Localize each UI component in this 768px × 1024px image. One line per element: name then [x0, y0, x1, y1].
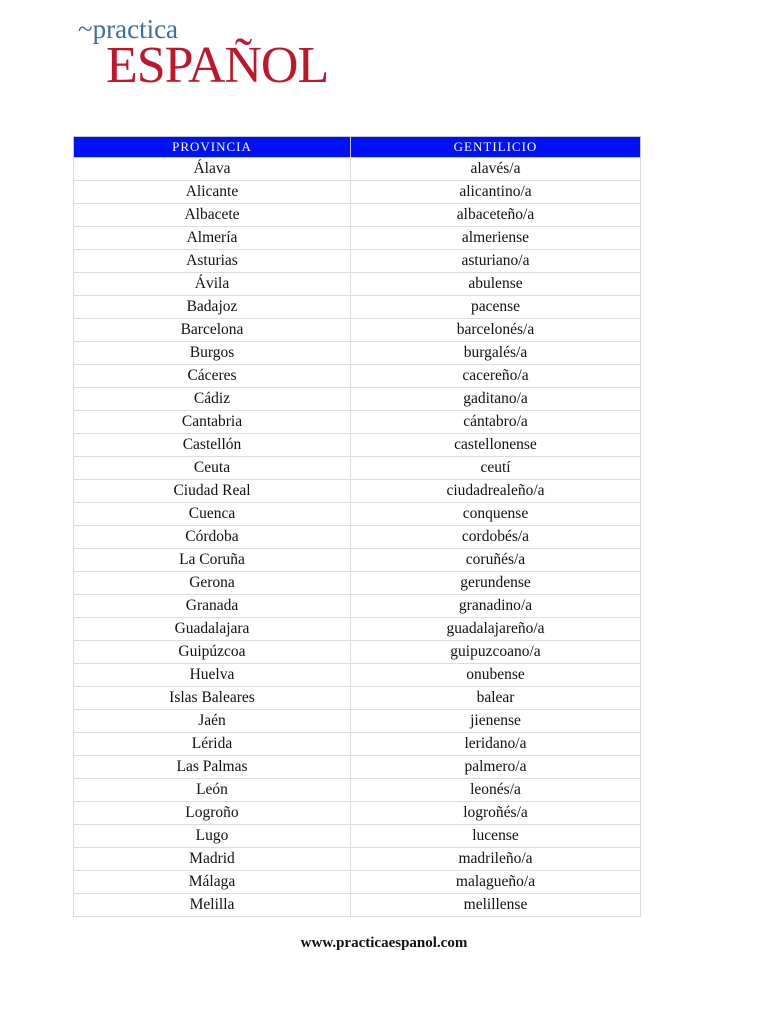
gentilicio-cell: castellonense: [351, 434, 641, 457]
table-row: [74, 503, 641, 526]
gentilicio-cell: asturiano/a: [351, 250, 641, 273]
logo-espanol-text: ESPAÑOL: [106, 37, 329, 94]
table-row: [74, 480, 641, 503]
gentilicio-cell: onubense: [351, 664, 641, 687]
provincia-cell: La Coruña: [74, 549, 351, 572]
provincia-cell: Burgos: [74, 342, 351, 365]
gentilicio-cell: madrileño/a: [351, 848, 641, 871]
table-row: [74, 365, 641, 388]
gentilicio-cell: burgalés/a: [351, 342, 641, 365]
gentilicio-cell: gerundense: [351, 572, 641, 595]
table-row: [74, 848, 641, 871]
table-row: [74, 342, 641, 365]
table-row: [74, 825, 641, 848]
table-row: [74, 710, 641, 733]
provincia-cell: Gerona: [74, 572, 351, 595]
gentilicio-cell: cordobés/a: [351, 526, 641, 549]
gentilicio-cell: ciudadrealeño/a: [351, 480, 641, 503]
provincia-cell: Castellón: [74, 434, 351, 457]
gentilicio-cell: pacense: [351, 296, 641, 319]
table-row: [74, 181, 641, 204]
table-row: [74, 595, 641, 618]
footer-url: www.practicaespanol.com: [300, 935, 468, 951]
table-body: [74, 158, 641, 917]
table-row: [74, 204, 641, 227]
provincia-cell: Granada: [74, 595, 351, 618]
table-row: [74, 227, 641, 250]
header-provincia: PROVINCIA: [74, 137, 351, 158]
provincia-cell: Almería: [74, 227, 351, 250]
provincia-cell: Alicante: [74, 181, 351, 204]
gentilicio-cell: cacereño/a: [351, 365, 641, 388]
provincia-cell: Huelva: [74, 664, 351, 687]
provincia-cell: Cuenca: [74, 503, 351, 526]
table-row: [74, 664, 641, 687]
gentilicio-cell: gaditano/a: [351, 388, 641, 411]
table-row: [74, 296, 641, 319]
table-row: [74, 388, 641, 411]
gentilicio-cell: conquense: [351, 503, 641, 526]
gentilicio-cell: granadino/a: [351, 595, 641, 618]
gentilicio-cell: palmero/a: [351, 756, 641, 779]
provincia-cell: Lugo: [74, 825, 351, 848]
provincia-cell: Álava: [74, 158, 351, 181]
gentilicio-cell: abulense: [351, 273, 641, 296]
provincia-cell: Ceuta: [74, 457, 351, 480]
provincia-cell: Badajoz: [74, 296, 351, 319]
table-row: [74, 319, 641, 342]
provincia-cell: Logroño: [74, 802, 351, 825]
gentilicio-cell: logroñés/a: [351, 802, 641, 825]
gentilicio-cell: albaceteño/a: [351, 204, 641, 227]
table-row: [74, 894, 641, 917]
provincia-cell: Ávila: [74, 273, 351, 296]
gentilicio-cell: leridano/a: [351, 733, 641, 756]
table-row: [74, 802, 641, 825]
gentilicio-cell: melillense: [351, 894, 641, 917]
table-row: [74, 549, 641, 572]
gentilicio-cell: lucense: [351, 825, 641, 848]
provincia-cell: Málaga: [74, 871, 351, 894]
provincia-cell: Las Palmas: [74, 756, 351, 779]
table-row: [74, 641, 641, 664]
gentilicio-cell: jienense: [351, 710, 641, 733]
table-row: [74, 273, 641, 296]
provincia-cell: Ciudad Real: [74, 480, 351, 503]
header-row: [74, 137, 641, 158]
table-row: [74, 733, 641, 756]
table-row: [74, 618, 641, 641]
table-header: [74, 137, 641, 158]
table-row: [74, 779, 641, 802]
provincia-cell: Albacete: [74, 204, 351, 227]
provincia-cell: Cantabria: [74, 411, 351, 434]
provincia-cell: Cádiz: [74, 388, 351, 411]
provincia-cell: Córdoba: [74, 526, 351, 549]
gentilicio-cell: almeriense: [351, 227, 641, 250]
provincia-cell: Guadalajara: [74, 618, 351, 641]
provincia-cell: Jaén: [74, 710, 351, 733]
table-row: [74, 756, 641, 779]
gentilicio-cell: balear: [351, 687, 641, 710]
gentilicio-cell: malagueño/a: [351, 871, 641, 894]
gentilicio-cell: guipuzcoano/a: [351, 641, 641, 664]
table-row: [74, 457, 641, 480]
provincia-cell: Madrid: [74, 848, 351, 871]
provincia-cell: Asturias: [74, 250, 351, 273]
table-row: [74, 434, 641, 457]
table-row: [74, 572, 641, 595]
provincia-cell: Barcelona: [74, 319, 351, 342]
gentilicio-cell: guadalajareño/a: [351, 618, 641, 641]
site-logo: [78, 14, 329, 94]
table-row: [74, 158, 641, 181]
header-gentilicio: GENTILICIO: [351, 137, 641, 158]
table-row: [74, 526, 641, 549]
provincia-cell: Melilla: [74, 894, 351, 917]
logo-practica-text: ~practica: [78, 14, 179, 44]
table-row: [74, 687, 641, 710]
gentilicios-table: [73, 136, 641, 917]
gentilicio-cell: coruñés/a: [351, 549, 641, 572]
gentilicio-cell: leonés/a: [351, 779, 641, 802]
gentilicio-cell: cántabro/a: [351, 411, 641, 434]
provincia-cell: Cáceres: [74, 365, 351, 388]
provincia-cell: Guipúzcoa: [74, 641, 351, 664]
table-row: [74, 250, 641, 273]
provincia-cell: Islas Baleares: [74, 687, 351, 710]
gentilicio-cell: alicantino/a: [351, 181, 641, 204]
table-row: [74, 411, 641, 434]
provincia-cell: Lérida: [74, 733, 351, 756]
table-row: [74, 871, 641, 894]
gentilicio-cell: alavés/a: [351, 158, 641, 181]
gentilicio-cell: barcelonés/a: [351, 319, 641, 342]
gentilicio-cell: ceutí: [351, 457, 641, 480]
provincia-cell: León: [74, 779, 351, 802]
